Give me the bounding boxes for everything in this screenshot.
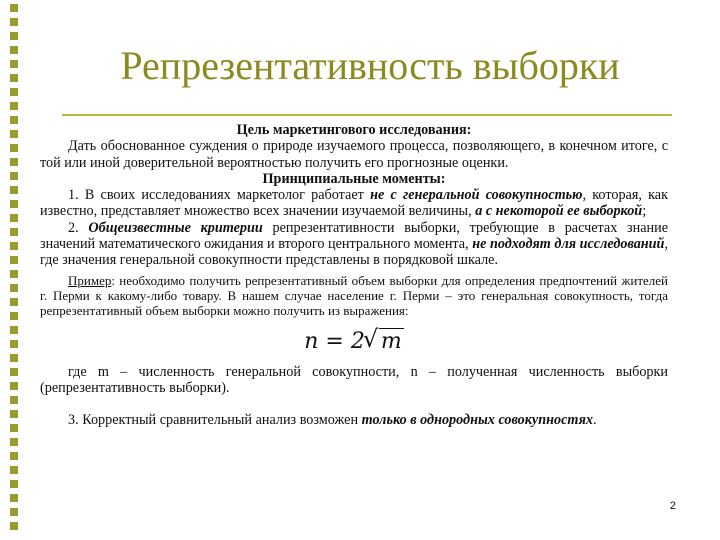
square-bullet bbox=[10, 396, 18, 404]
principle-2-text: репрезентативности выборки, требующие в расчетах знание значений математического ожидания и второго центрального момента, bbox=[40, 219, 669, 253]
square-bullet bbox=[10, 382, 18, 390]
square-bullet bbox=[10, 424, 18, 432]
principle-3-text: 3. Корректный сравнительный анализ возможен bbox=[68, 412, 362, 429]
principle-2-emphasis: не подходят для исследований bbox=[472, 236, 665, 253]
square-bullet bbox=[10, 102, 18, 110]
square-bullet bbox=[10, 368, 18, 376]
square-bullet bbox=[10, 228, 18, 236]
sample-size-formula bbox=[40, 328, 668, 356]
square-bullet bbox=[10, 312, 18, 320]
formula-root: m bbox=[380, 328, 402, 354]
square-bullet bbox=[10, 172, 18, 180]
principle-2-text: 2. bbox=[68, 219, 89, 236]
square-bullet bbox=[10, 298, 18, 306]
principle-2-emphasis: Общеизвестные критерии bbox=[88, 219, 263, 236]
square-bullet bbox=[10, 522, 18, 530]
principle-1-text: 1. В своих исследованиях маркетолог работает bbox=[68, 187, 371, 204]
formula-explanation: где m – численность генеральной совокупности, n – полученная численность выборки (репрезентативность выборки). bbox=[40, 363, 668, 396]
example-text: : необходимо получить репрезентативный объем выборки для определения предпочтений жителей г. Перми к какому-либо товару. В нашем случае население г. Перми – это генеральная совокупность, тогда репрезентативный объем выборки можно получить из выражения: bbox=[40, 272, 668, 318]
square-bullet bbox=[10, 200, 18, 208]
example-label: Пример bbox=[68, 272, 112, 288]
example-paragraph bbox=[40, 273, 668, 318]
slide-body bbox=[40, 122, 668, 429]
goal-heading: Цель маркетингового исследования: bbox=[236, 122, 472, 138]
principle-3-emphasis: только в однородных совокупностях bbox=[361, 412, 593, 429]
principle-2 bbox=[40, 220, 668, 269]
square-bullet bbox=[10, 130, 18, 138]
square-bullet bbox=[10, 270, 18, 278]
principle-1-emphasis: а с некоторой ее выборкой bbox=[475, 203, 643, 220]
principle-1 bbox=[40, 187, 668, 220]
square-bullet bbox=[10, 4, 18, 12]
square-bullet bbox=[10, 494, 18, 502]
principle-1-emphasis: не с генеральной совокупностью bbox=[370, 187, 583, 204]
square-bullet bbox=[10, 452, 18, 460]
spacer bbox=[40, 396, 668, 412]
square-bullet bbox=[10, 284, 18, 292]
square-bullet bbox=[10, 354, 18, 362]
principles-heading: Принципиальные моменты: bbox=[262, 170, 446, 187]
decorative-bullet-column bbox=[10, 0, 18, 540]
principle-2-text: , где значения генеральной совокупности представлены в порядковой шкале. bbox=[40, 236, 668, 269]
square-bullet bbox=[10, 32, 18, 40]
square-bullet bbox=[10, 326, 18, 334]
page-number: 2 bbox=[669, 500, 676, 512]
square-bullet bbox=[10, 158, 18, 166]
square-bullet bbox=[10, 508, 18, 516]
square-bullet bbox=[10, 340, 18, 348]
square-bullet bbox=[10, 88, 18, 96]
square-bullet bbox=[10, 116, 18, 124]
formula-left: n = 2 bbox=[304, 328, 365, 354]
sqrt-icon bbox=[365, 328, 404, 356]
square-bullet bbox=[10, 74, 18, 82]
principle-3 bbox=[40, 412, 668, 428]
square-bullet bbox=[10, 466, 18, 474]
square-bullet bbox=[10, 410, 18, 418]
square-bullet bbox=[10, 438, 18, 446]
square-bullet bbox=[10, 18, 18, 26]
square-bullet bbox=[10, 214, 18, 222]
square-bullet bbox=[10, 256, 18, 264]
square-bullet bbox=[10, 242, 18, 250]
square-bullet bbox=[10, 186, 18, 194]
square-bullet bbox=[10, 60, 18, 68]
principle-1-text: ; bbox=[642, 203, 647, 220]
goal-text: Дать обоснованное суждения о природе изучаемого процесса, позволяющего, в конечном итоге, с той или иной доверительной вероятностью получить его прогнозные оценки. bbox=[40, 138, 668, 171]
title-divider bbox=[62, 114, 672, 116]
principle-1-text: , которая, как известно, представляет множество всех значении изучаемой величины, bbox=[40, 187, 668, 220]
principle-3-text: . bbox=[592, 412, 597, 429]
square-bullet bbox=[10, 144, 18, 152]
square-bullet bbox=[10, 480, 18, 488]
slide-title: Репрезентативность выборки bbox=[120, 43, 620, 88]
square-bullet bbox=[10, 46, 18, 54]
